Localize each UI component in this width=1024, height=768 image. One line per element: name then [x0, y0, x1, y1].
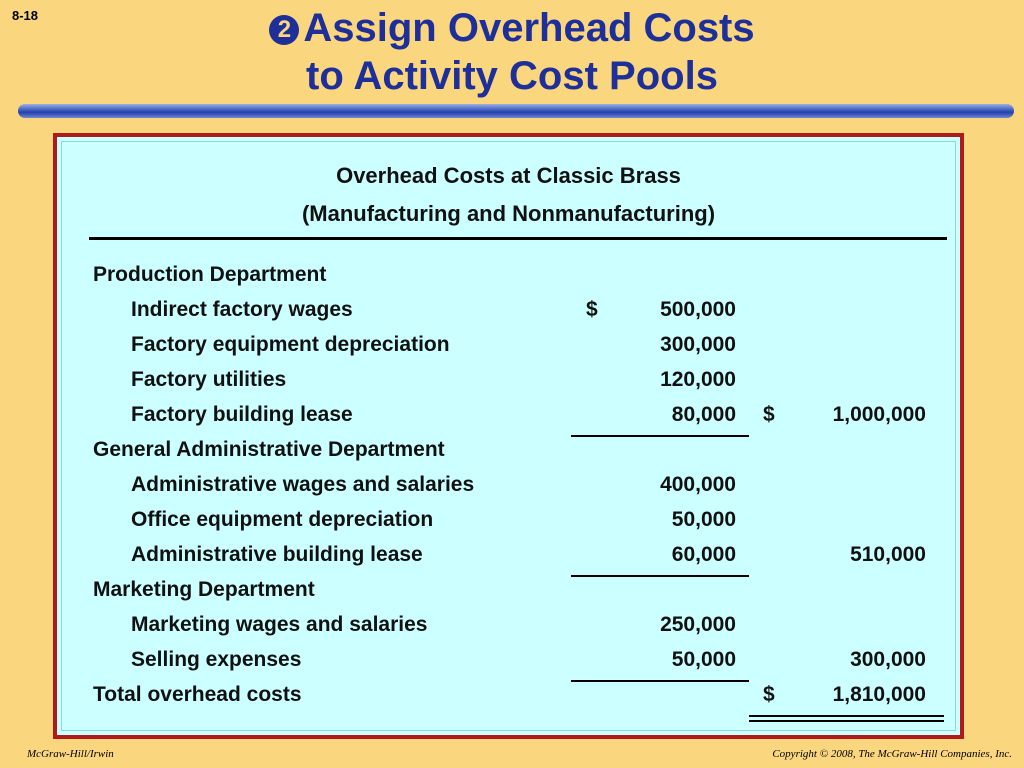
- footer-publisher: McGraw-Hill/Irwin: [27, 748, 114, 760]
- heading-rule: [89, 237, 947, 240]
- subtotal-cell: 1,000,000: [832, 403, 926, 426]
- title-line-2: to Activity Cost Pools: [306, 54, 718, 98]
- amount-cell: 50,000: [671, 648, 736, 671]
- table-row: [57, 368, 960, 403]
- dollar-sign: $: [763, 403, 775, 426]
- slide-number: 8-18: [12, 8, 39, 23]
- slide-title: [0, 4, 1024, 100]
- row-label: Office equipment depreciation: [131, 508, 434, 531]
- subtotal-underline-production: [571, 435, 749, 437]
- overhead-costs-panel: [53, 133, 964, 739]
- table-row: [57, 333, 960, 368]
- amount-cell: 300,000: [660, 333, 736, 356]
- footer-copyright: Copyright © 2008, The McGraw-Hill Companies, Inc.: [772, 748, 1012, 760]
- amount-cell: 400,000: [660, 473, 736, 496]
- subtotal-cell: 510,000: [850, 543, 926, 566]
- row-label: Administrative wages and salaries: [131, 473, 475, 496]
- amount-cell: 50,000: [671, 508, 736, 531]
- amount-cell: 250,000: [660, 613, 736, 636]
- amount-cell: 60,000: [671, 543, 736, 566]
- amount-cell: 500,000: [660, 298, 736, 321]
- section-label: General Administrative Department: [93, 438, 445, 461]
- table-row: [57, 648, 960, 683]
- subtotal-underline-admin: [571, 575, 749, 577]
- section-row: [57, 438, 960, 473]
- subtotal-cell: 1,810,000: [832, 683, 926, 706]
- row-label: Factory utilities: [131, 368, 287, 391]
- row-label: Factory building lease: [131, 403, 353, 426]
- section-row: [57, 578, 960, 613]
- section-row: [57, 263, 960, 298]
- section-label: Production Department: [93, 263, 327, 286]
- dollar-sign: $: [586, 298, 598, 321]
- table-heading: Overhead Costs at Classic Brass: [336, 163, 681, 188]
- table-row: [57, 543, 960, 578]
- table-row: [57, 508, 960, 543]
- total-double-underline-top: [749, 715, 944, 717]
- row-label: Indirect factory wages: [131, 298, 353, 321]
- title-divider-bar: [18, 104, 1014, 118]
- subtotal-underline-marketing: [571, 680, 749, 682]
- section-row: [57, 683, 960, 718]
- row-label: Administrative building lease: [131, 543, 423, 566]
- table-subheading: (Manufacturing and Nonmanufacturing): [301, 201, 716, 226]
- row-label: Factory equipment depreciation: [131, 333, 450, 356]
- amount-cell: 80,000: [671, 403, 736, 426]
- subtotal-cell: 300,000: [850, 648, 926, 671]
- title-line-1: Assign Overhead Costs: [303, 6, 755, 50]
- section-label: Marketing Department: [93, 578, 315, 601]
- table-row: [57, 473, 960, 508]
- row-label: Selling expenses: [131, 648, 302, 671]
- amount-cell: 120,000: [660, 368, 736, 391]
- section-label: Total overhead costs: [93, 683, 302, 706]
- table-row: [57, 613, 960, 648]
- table-row: [57, 298, 960, 333]
- dollar-sign: $: [763, 683, 775, 706]
- step-number-badge: 2: [269, 15, 299, 45]
- row-label: Marketing wages and salaries: [131, 613, 428, 636]
- table-row: [57, 403, 960, 438]
- total-double-underline-bottom: [749, 720, 944, 722]
